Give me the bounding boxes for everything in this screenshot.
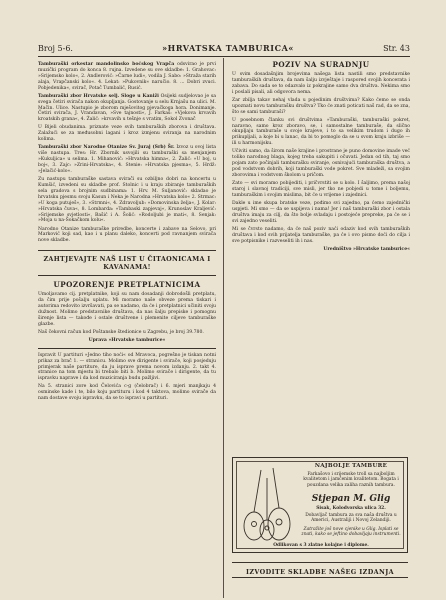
ad-awards: Odlikovan s 3 zlatne kolajne i diplome. <box>273 543 369 548</box>
article-paragraph: U Bijeli obudanima. priznate veze svih tamburaških zborova i društava. Zalažući se za međusobni lagani i kroz izmjenu sviranja na narodnim kolima. <box>38 125 216 143</box>
ad-maker-name: Stjepan M. Glig <box>311 494 391 504</box>
section-title-subscribers: UPOZORENJE PRETPLATNICIMA <box>53 280 201 290</box>
page-number: Str. 43 <box>383 43 410 53</box>
article-paragraph: Dakle u ime skupa bratske veze, pođimo svi zajedno, pa ćemo zajednički uspjeti. Mi smo — da se uspijeva i nama! Jer i naš tamburaški zbor i ostala društva imaju za cilj, da što bolje svladaju i postojeće prepreke, pa će se i svi zajedno veseliti. <box>232 200 410 224</box>
footer-rule-top <box>232 562 408 563</box>
issue-number: Broj 5-6. <box>38 43 73 53</box>
article-paragraph: Umoljavamo cij. pretplatnike, koji su nam dosadanji dobrodošli pretplatu, da čim prije pošalju uplatu. Mi moramo naše obveze prema tiskari i autorima redovito izvršavati, pa se nadamo, da će i pretplatnici učiniti svoju dužnost. Molimo predstavnike društava, da nas šalju prepiske i pomognu širenje lista — takođe i ostale društvene i plemenite ciljeve tamburaške glazbe. <box>38 292 216 327</box>
subscribe-notice: ZAHTJEVAJTE NAŠ LIST U ČITAONICAMA I KAVANAMA! <box>38 250 216 276</box>
article-paragraph: Mi se čvrsto nadamo, da će naš poziv naći odaziv kod svih tamburaških društava i kod svih prijatelja tamburaške, pa će i ovo pismo doći do cilja i sve potpisnike i razveseliti ih i nas. <box>232 226 410 244</box>
publication-title: »HRVATSKA TAMBURICA« <box>162 43 294 53</box>
article-paragraph: U posebnom članku svi društvima »Tamburaški, tamburaški pokret, naravno, samo kroz zboravo, se, i samostalne tamburaše, da slično okupljaju tamburaše u svoje krajeve, i to sa velikim trudom i dugo ih prikupljali, a koje bi u lanac, da bi to pomoglo da se u svom kraju izbriše — ili u harmonijsku. <box>232 117 410 147</box>
footer-heading: IZVODITE SKLADBE NAŠEG IZDANJA <box>245 568 395 576</box>
article-paragraph: Tamburaški zbor Narodne Otanize Sv. Juraj (Srb) Šr. Izvoz u ovoj lista više nastupa. Tres: Hr. Zbornik usvojili su tamburaški sa menjanjem »Kukuljica« u selima. 1. Mihanović: »Hrvatska himna«, 2. Žalić: »U boj, u boj«, 3. Zajc: »Zrini-Hrvatska«, 4. Stenie: »Hrvatska pjesma«, 5. Hrdž: »Jelačić-kolo«. <box>38 145 216 174</box>
article-paragraph: Tamburaški zbor Hrvatske selj. Sloge u Kaniži Osijeki sudjelovao je sa svega četiri svirača nakon okupljanja. Gostovanje u selu Krnjašu na ulici. M. Mačin. Ulice. Nastupio je zborom mješovitog pjevačkoga hora. Donimanje. Četiri svirača, J. Vrandavan, »Sve tajnosti«, J. Farkaš: »Vjekova krvavih kroatskih grana«, 4. Žalić: »krvavih u tešnje s vratim, Sokol Zvonač <box>38 93 216 123</box>
article-paragraph: Učiviti samo, da širom naše krajine i prostrane je puno domovine imade već toliko narodnog blaga, kojeg treba sakupiti i očuvati. Jedan od tih, taj smo pojam zato počinjali tamburašku sviranje, osnivajući tamburaška društva, a pod vodstvom dobrih, koji tamburaški vode pokret. Sve mladeži, sa svojim zborovima i vodstvom školom u pričom. <box>232 149 410 178</box>
article-paragraph: Zar zbilja takav nehaj vlada u pojedinim društvima? Kako ćemo se onda upoznati novu tamburašku društva? Tko će znati poticati naš rad, da se zna, što se sami tamburaši? <box>232 97 410 115</box>
tambura-advertisement <box>232 457 408 553</box>
article-paragraph: Tamburaški orkestar mandolinsko boćskog Vrapča odsvirao je prvi muzički program do konca 8. rujna. Izvedene su ove skladbe: 1. Grahovac: »Srijemsko kolo«, 2. Andlerović: »Čarne ludi«, vodila J. Sabo: »Straža starih alaja, Vrapčanski kolo«. 4. Lekat: »Pukovnik« naručio. 8. ... Dobri zvuci. Pobjedenika«, svirač, Potač Tumbalić, Rusić. <box>38 62 216 91</box>
footer-rule-bottom <box>232 577 408 578</box>
editorial-signature: Uredništvo »Hrvatske tamburice« <box>323 246 410 252</box>
left-column <box>38 62 216 404</box>
ad-catalog-note: Zatražite još nove cjenike u Glig. Isplati se znati, kako se jeftino dobavljaju instrumenti. <box>301 527 401 538</box>
article-paragraph: Zu nastupu tamburaške sastava svirači su ozbiljno dobri na koncertu u Kumšić, izvedeni su skladbe prof. Stolnic i u kraju zbiranje tamburaških sela gradova s brojnim sudbinama: 1. Hrv. M. Suljanović: skladao je hrvatsku pjesmu svoju Kasun i Neka je Narodna »Hrvatska kolo« 2. Strmac: »U koga putuješ«, 3. »Strmni«, 4. Zdravoljub: »Domovinska želja«, J. Kolar: »Hrvatska čuva«, 8. Lombarda: »Tambaski zapjevaj«, Krunoslav Kraljević: »Srijemske svjetlosti«, Bašić i A. Šolić: »Rodoljubi je mati«, 8. Senjak: »Moja u na-Šokačkom kolu«. <box>38 177 216 224</box>
right-column <box>232 62 410 255</box>
article-paragraph: Zato — svi moramo pobijediti, i pričvrstiti se u kolo. I šaljimo, prema našoj staroj i slavnoj tradiciji, sve misli, jer tko ne pobjedi u tome i boljemu, tamburaškim i svojim mislima, bit će u vrijeme i zajednici. <box>232 181 410 198</box>
article-paragraph: Ispravit U partituri »Jedno tiho noći« od Mravoca, pogrešno je tiskan notni prikaz za brač 1. — stranicu. Molimo sve dirigente i svirače, koji posjeduju primjerak naše partiture, da ju isprave prema novom izdanju. 2. takt 4. stranice na tom mjestu bi trebalo biti b. Molimo svirače i dirigente, da tu ispravku naprave i da kod muziciranja budu pažljivi. <box>38 352 216 382</box>
page-header <box>38 42 410 54</box>
tambura-illustration-icon <box>239 464 295 546</box>
section-rule <box>38 348 216 349</box>
article-paragraph: Narodno Otanize tamburaške priredbe, koncerte i zabave na Selovo, pri Marković koji sad, kao i u planu daleko, koncerti pod ravnanjem svirača nove skladbe. <box>38 226 216 244</box>
section-title-collaboration: POZIV NA SURADNJU <box>272 60 370 69</box>
ad-description: Farkašovo i srijemske troll sa najboljim kvalitetom i jamčenim kvalitetom. Bogata i pouzdana velika zaliha raznih tambura. <box>303 472 399 488</box>
ad-supplier-note: Dobavljač tambura za sva naša društva u Americi, Australiji i Novoj Zelandiji. <box>305 513 397 524</box>
ad-heading: NAJBOLJE TAMBURE <box>314 463 388 469</box>
article-paragraph: Na 5. stranici zore kod Čelovića c-g (čelobrač) i 6. mjeri manjkaju 4 osminske kade i te, bilo koju partituru i kod 4 taktova, molimo svirače da nam dostave svoju ispravku, da se to ispravi u partituri. <box>38 384 216 402</box>
article-paragraph: Naš čekovni račun kod Poštanske štedionice u Zagrebu, je broj 39.780. <box>38 329 204 335</box>
column-divider <box>223 58 224 598</box>
administration-signature: Uprava »Hrvatske tamburice« <box>88 337 166 343</box>
header-rule <box>38 56 410 57</box>
article-paragraph: U svim dosadašnjim brojevima našega lista nastili smo predstavnike tamburaških društava, da nam šalju izvještaje i raspored svojih koncerata i zabava. Do sada se to odazvalo iz pokrajine samo dva društva. Nekima smo i poslali pisali, ali odgovora nema. <box>232 71 410 95</box>
ad-address: Sisak, Kolodvorska ulica 32. <box>316 506 386 511</box>
